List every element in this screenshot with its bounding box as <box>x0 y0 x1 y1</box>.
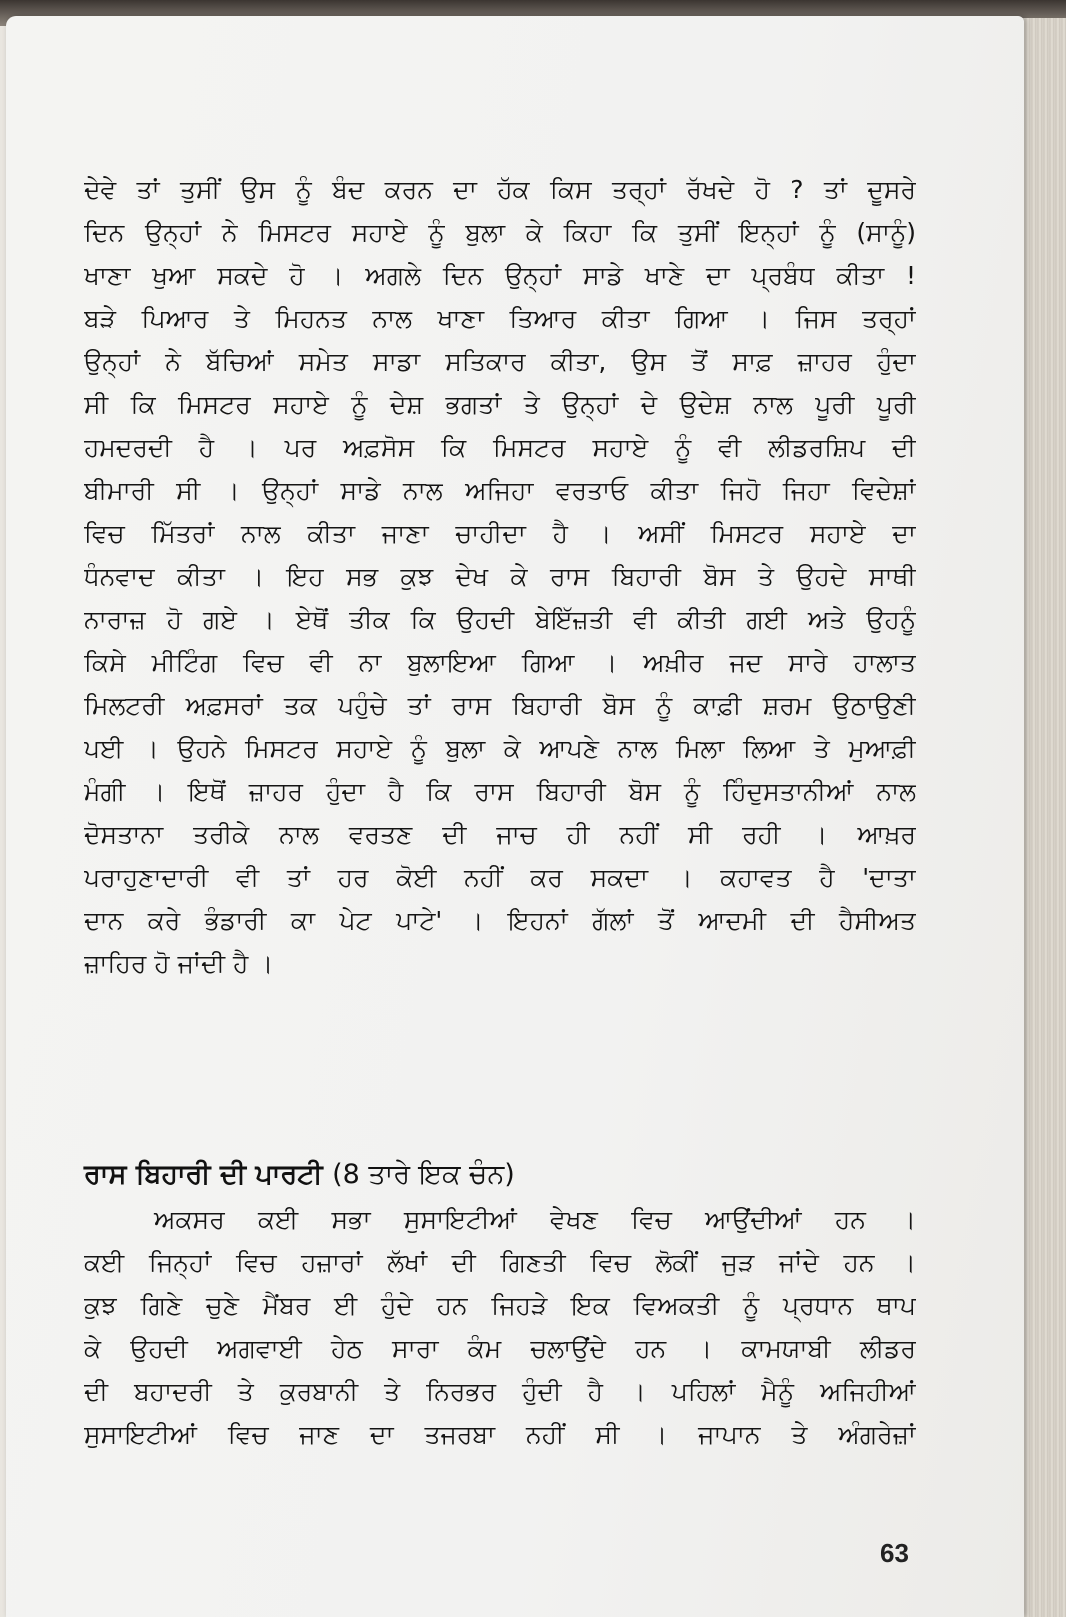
text-line: ਹਮਦਰਦੀ ਹੈ । ਪਰ ਅਫ਼ਸੋਸ ਕਿ ਮਿਸਟਰ ਸਹਾਏ ਨੂੰ ਵੀ ਲੀਡਰਸ਼ਿਪ ਦੀ <box>84 433 916 462</box>
text-line: ਦਿਨ ਉਨ੍ਹਾਂ ਨੇ ਮਿਸਟਰ ਸਹਾਏ ਨੂੰ ਬੁਲਾ ਕੇ ਕਿਹਾ ਕਿ ਤੁਸੀਂ ਇਨ੍ਹਾਂ ਨੂੰ (ਸਾਨੂੰ) <box>84 218 916 247</box>
section-heading <box>84 1152 916 1198</box>
text-line: ਮਿਲਟਰੀ ਅਫ਼ਸਰਾਂ ਤਕ ਪਹੁੰਚੇ ਤਾਂ ਰਾਸ ਬਿਹਾਰੀ ਬੋਸ ਨੂੰ ਕਾਫ਼ੀ ਸ਼ਰਮ ਉਠਾਉਣੀ <box>84 691 916 720</box>
text-line: ਪਰਾਹੁਣਾਦਾਰੀ ਵੀ ਤਾਂ ਹਰ ਕੋਈ ਨਹੀਂ ਕਰ ਸਕਦਾ । ਕਹਾਵਤ ਹੈ 'ਦਾਤਾ <box>84 863 916 892</box>
text-line: ਮੰਗੀ । ਇਥੋਂ ਜ਼ਾਹਰ ਹੁੰਦਾ ਹੈ ਕਿ ਰਾਸ ਬਿਹਾਰੀ ਬੋਸ ਨੂੰ ਹਿੰਦੁਸਤਾਨੀਆਂ ਨਾਲ <box>84 777 916 806</box>
text-line: ਬੀਮਾਰੀ ਸੀ । ਉਨ੍ਹਾਂ ਸਾਡੇ ਨਾਲ ਅਜਿਹਾ ਵਰਤਾਓ ਕੀਤਾ ਜਿਹੋ ਜਿਹਾ ਵਿਦੇਸ਼ਾਂ <box>84 476 916 505</box>
text-line: ਜ਼ਾਹਿਰ ਹੋ ਜਾਂਦੀ ਹੈ । <box>84 949 274 978</box>
text-line: ਉਨ੍ਹਾਂ ਨੇ ਬੱਚਿਆਂ ਸਮੇਤ ਸਾਡਾ ਸਤਿਕਾਰ ਕੀਤਾ, ਉਸ ਤੋਂ ਸਾਫ਼ ਜ਼ਾਹਰ ਹੁੰਦਾ <box>84 347 916 376</box>
text-line: ਅਕਸਰ ਕਈ ਸਭਾ ਸੁਸਾਇਟੀਆਂ ਵੇਖਣ ਵਿਚ ਆਉਂਦੀਆਂ ਹਨ । <box>154 1205 916 1234</box>
paragraph-1 <box>84 168 916 985</box>
text-line: ਦੀ ਬਹਾਦਰੀ ਤੇ ਕੁਰਬਾਨੀ ਤੇ ਨਿਰਭਰ ਹੁੰਦੀ ਹੈ । ਪਹਿਲਾਂ ਮੈਨੂੰ ਅਜਿਹੀਆਂ <box>84 1377 916 1406</box>
text-line: ਪਈ । ਉਹਨੇ ਮਿਸਟਰ ਸਹਾਏ ਨੂੰ ਬੁਲਾ ਕੇ ਆਪਣੇ ਨਾਲ ਮਿਲਾ ਲਿਆ ਤੇ ਮੁਆਫ਼ੀ <box>84 734 916 763</box>
text-line: ਸੁਸਾਇਟੀਆਂ ਵਿਚ ਜਾਣ ਦਾ ਤਜਰਬਾ ਨਹੀਂ ਸੀ । ਜਾਪਾਨ ਤੇ ਅੰਗਰੇਜ਼ਾਂ <box>84 1420 916 1449</box>
text-line: ਧੰਨਵਾਦ ਕੀਤਾ । ਇਹ ਸਭ ਕੁਝ ਦੇਖ ਕੇ ਰਾਸ ਬਿਹਾਰੀ ਬੋਸ ਤੇ ਉਹਦੇ ਸਾਥੀ <box>84 562 916 591</box>
text-line: ਦੋਸਤਾਨਾ ਤਰੀਕੇ ਨਾਲ ਵਰਤਣ ਦੀ ਜਾਚ ਹੀ ਨਹੀਂ ਸੀ ਰਹੀ । ਆਖ਼ਰ <box>84 820 916 849</box>
text-line: ਦਾਨ ਕਰੇ ਭੰਡਾਰੀ ਕਾ ਪੇਟ ਪਾਟੇ' । ਇਹਨਾਂ ਗੱਲਾਂ ਤੋਂ ਆਦਮੀ ਦੀ ਹੈਸੀਅਤ <box>84 906 916 935</box>
text-line: ਕੇ ਉਹਦੀ ਅਗਵਾਈ ਹੇਠ ਸਾਰਾ ਕੰਮ ਚਲਾਉਂਦੇ ਹਨ । ਕਾਮਯਾਬੀ ਲੀਡਰ <box>84 1334 916 1363</box>
text-line: ਕਈ ਜਿਨ੍ਹਾਂ ਵਿਚ ਹਜ਼ਾਰਾਂ ਲੱਖਾਂ ਦੀ ਗਿਣਤੀ ਵਿਚ ਲੋਕੀਂ ਜੁੜ ਜਾਂਦੇ ਹਨ । <box>84 1248 916 1277</box>
text-line: ਕਿਸੇ ਮੀਟਿੰਗ ਵਿਚ ਵੀ ਨਾ ਬੁਲਾਇਆ ਗਿਆ । ਅਖ਼ੀਰ ਜਦ ਸਾਰੇ ਹਾਲਾਤ <box>84 648 916 677</box>
paragraph-2 <box>84 1198 916 1456</box>
section-title: ਰਾਸ ਬਿਹਾਰੀ ਦੀ ਪਾਰਟੀ <box>84 1159 323 1190</box>
text-line: ਦੇਵੇ ਤਾਂ ਤੁਸੀਂ ਉਸ ਨੂੰ ਬੰਦ ਕਰਨ ਦਾ ਹੱਕ ਕਿਸ ਤਰ੍ਹਾਂ ਰੱਖਦੇ ਹੋ ? ਤਾਂ ਦੂਸਰੇ <box>84 175 916 204</box>
page-number: 63 <box>880 1538 909 1568</box>
section-subtitle: (8 ਤਾਰੇ ਇਕ ਚੰਨ) <box>332 1159 515 1190</box>
text-line: ਨਾਰਾਜ਼ ਹੋ ਗਏ । ਏਥੋਂ ਤੀਕ ਕਿ ਉਹਦੀ ਬੇਇੱਜ਼ਤੀ ਵੀ ਕੀਤੀ ਗਈ ਅਤੇ ਉਹਨੂੰ <box>84 605 916 634</box>
text-line: ਵਿਚ ਮਿੱਤਰਾਂ ਨਾਲ ਕੀਤਾ ਜਾਣਾ ਚਾਹੀਦਾ ਹੈ । ਅਸੀਂ ਮਿਸਟਰ ਸਹਾਏ ਦਾ <box>84 519 916 548</box>
text-line: ਕੁਝ ਗਿਣੇ ਚੁਣੇ ਮੈਂਬਰ ਈ ਹੁੰਦੇ ਹਨ ਜਿਹੜੇ ਇਕ ਵਿਅਕਤੀ ਨੂੰ ਪ੍ਰਧਾਨ ਥਾਪ <box>84 1291 916 1320</box>
text-line: ਬੜੇ ਪਿਆਰ ਤੇ ਮਿਹਨਤ ਨਾਲ ਖਾਣਾ ਤਿਆਰ ਕੀਤਾ ਗਿਆ । ਜਿਸ ਤਰ੍ਹਾਂ <box>84 304 916 333</box>
page-stack-edge <box>1018 18 1066 1617</box>
text-line: ਖਾਣਾ ਖੁਆ ਸਕਦੇ ਹੋ । ਅਗਲੇ ਦਿਨ ਉਨ੍ਹਾਂ ਸਾਡੇ ਖਾਣੇ ਦਾ ਪ੍ਰਬੰਧ ਕੀਤਾ ! <box>84 261 916 290</box>
text-line: ਸੀ ਕਿ ਮਿਸਟਰ ਸਹਾਏ ਨੂੰ ਦੇਸ਼ ਭਗਤਾਂ ਤੇ ਉਨ੍ਹਾਂ ਦੇ ਉਦੇਸ਼ ਨਾਲ ਪੂਰੀ ਪੂਰੀ <box>84 390 916 419</box>
